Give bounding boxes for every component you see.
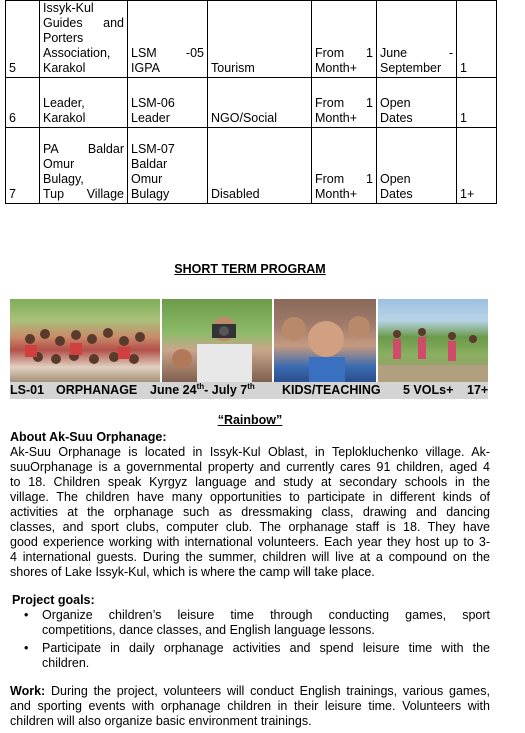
work-line	[10, 684, 490, 699]
cell-code-line: LSM -05	[131, 46, 204, 60]
cell-number: 5	[6, 1, 40, 78]
cell-organization	[40, 128, 128, 204]
about-line: shores of Lake Issyk-Kul, which is where the camp will take place.	[10, 565, 375, 579]
photo-outdoor-game	[378, 299, 488, 384]
bullet-icon: •	[24, 641, 29, 655]
cell-duration-line: Month+	[315, 111, 358, 125]
work-section	[10, 684, 490, 729]
cell-duration-line: From 1	[315, 96, 373, 110]
program-code: LS-01	[10, 383, 45, 397]
cell-duration-line: Month+	[315, 61, 358, 75]
about-line: to 18. Children speak Kyrgyz language and study at secondary schools in the	[10, 475, 490, 489]
cell-dates	[377, 128, 457, 204]
date-separator: - July 7	[204, 383, 248, 397]
photo-smiling-kids	[274, 299, 376, 384]
cell-code-line: Bulagy	[131, 187, 170, 201]
cell-dates-line: Dates	[380, 187, 413, 201]
cell-dates-line: Open	[380, 96, 411, 110]
date-start: June 24	[150, 383, 197, 397]
cell-organization-line: Guides and	[43, 16, 124, 30]
about-line: suuOrphanage is a governmental property and currently cares 91 children, aged 4	[10, 460, 490, 474]
program-banner	[10, 382, 488, 399]
cell-code-line: Baldar	[131, 157, 168, 171]
cell-type: Disabled	[208, 128, 312, 204]
goal-item	[10, 641, 490, 671]
cell-organization	[40, 78, 128, 128]
cell-dates	[377, 1, 457, 78]
cell-organization-line: Tup Village	[43, 187, 124, 201]
work-line: children will also organize basic environment trainings.	[10, 714, 312, 728]
date-end-suffix: th	[247, 382, 255, 391]
about-line: classes, and sport clubs, computer club. The orphanage staff is 18. They have	[10, 520, 490, 534]
cell-organization-line: Bulagy,	[43, 172, 84, 186]
cell-organization	[40, 1, 128, 78]
cell-code	[128, 1, 208, 78]
program-dates	[150, 382, 255, 399]
goals-heading: Project goals:	[12, 593, 95, 607]
cell-volunteers: 1	[457, 1, 497, 78]
goal-line: Organize children’s leisure time through conducting games, sport	[42, 608, 490, 622]
table-row	[6, 1, 497, 78]
photo-group-children	[10, 299, 160, 384]
cell-duration	[312, 1, 377, 78]
about-line: activities at the orphanage such as dressmaking class, drawing and dancing	[10, 505, 490, 519]
cell-organization-line: Association,	[43, 46, 111, 60]
cell-organization-line: PA Baldar	[43, 142, 124, 156]
cell-code-line: IGPA	[131, 61, 160, 75]
cell-organization-line: Porters	[43, 31, 84, 45]
cell-organization-line: Issyk-Kul	[43, 1, 94, 15]
goal-item	[10, 608, 490, 638]
project-name: “Rainbow”	[217, 413, 283, 427]
cell-volunteers: 1+	[457, 128, 497, 204]
cell-duration	[312, 78, 377, 128]
about-line: 4 international guests. During the summer, children will live at a compound on the	[10, 550, 490, 564]
programs-table	[5, 0, 497, 204]
table-row	[6, 128, 497, 204]
photo-outdoor-game-art	[378, 299, 488, 384]
cell-organization-line: Karakol	[43, 61, 86, 75]
table-row	[6, 78, 497, 128]
photo-group-children-art	[10, 299, 160, 384]
about-heading: About Ak-Suu Orphanage:	[10, 430, 167, 444]
cell-number: 6	[6, 78, 40, 128]
cell-volunteers: 1	[457, 78, 497, 128]
work-label: Work:	[10, 684, 46, 698]
about-line: good experience working with international volunteers. Each year they host up to 3-	[10, 535, 490, 549]
cell-dates-line: September	[380, 61, 442, 75]
cell-code	[128, 128, 208, 204]
about-line: Ak-Suu Orphanage is located in Issyk-Kul Oblast, in Teplokluchenko village. Ak-	[10, 445, 490, 459]
photo-camera-child	[162, 299, 272, 384]
cell-number: 7	[6, 128, 40, 204]
cell-dates-line: Dates	[380, 111, 413, 125]
date-start-suffix: th	[196, 382, 205, 391]
cell-duration	[312, 128, 377, 204]
goals-list	[10, 608, 490, 674]
goal-line: Participate in daily orphanage activities and spend leisure time with the	[42, 641, 490, 655]
cell-dates-line: June -	[380, 46, 453, 60]
cell-organization-line: Omur	[43, 157, 75, 171]
program-name: ORPHANAGE	[56, 383, 138, 397]
min-age: 17+	[467, 383, 489, 397]
volunteer-count: 5 VOLs+	[403, 383, 454, 397]
cell-code-line: LSM-06	[131, 96, 175, 110]
bullet-icon: •	[24, 608, 29, 622]
cell-code	[128, 78, 208, 128]
cell-dates	[377, 78, 457, 128]
cell-duration-line: From 1	[315, 172, 373, 186]
cell-code-line: Leader	[131, 111, 170, 125]
work-line: and sporting events with orphanage children in their leisure time. Volunteers with	[10, 699, 490, 713]
cell-type: NGO/Social	[208, 78, 312, 128]
photo-camera-child-art	[162, 299, 272, 384]
about-line: village. The children have many opportunities to participate in different kinds of	[10, 490, 490, 504]
goal-line: children.	[42, 656, 90, 670]
program-category: KIDS/TEACHING	[282, 383, 381, 397]
about-section	[10, 430, 490, 580]
about-text	[10, 445, 490, 580]
cell-duration-line: Month+	[315, 187, 358, 201]
work-line-text: During the project, volunteers will conduct English trainings, various games,	[45, 684, 490, 698]
section-title: SHORT TERM PROGRAM	[174, 262, 326, 276]
goal-line: competitions, dance classes, and English language lessons.	[42, 623, 375, 637]
cell-code-line: LSM-07	[131, 142, 175, 156]
cell-code-line: Omur	[131, 172, 163, 186]
cell-organization-line: Leader,	[43, 96, 85, 110]
cell-type: Tourism	[208, 1, 312, 78]
cell-dates-line: Open	[380, 172, 411, 186]
photo-smiling-kids-art	[274, 299, 376, 384]
cell-organization-line: Karakol	[43, 111, 86, 125]
cell-duration-line: From 1	[315, 46, 373, 60]
